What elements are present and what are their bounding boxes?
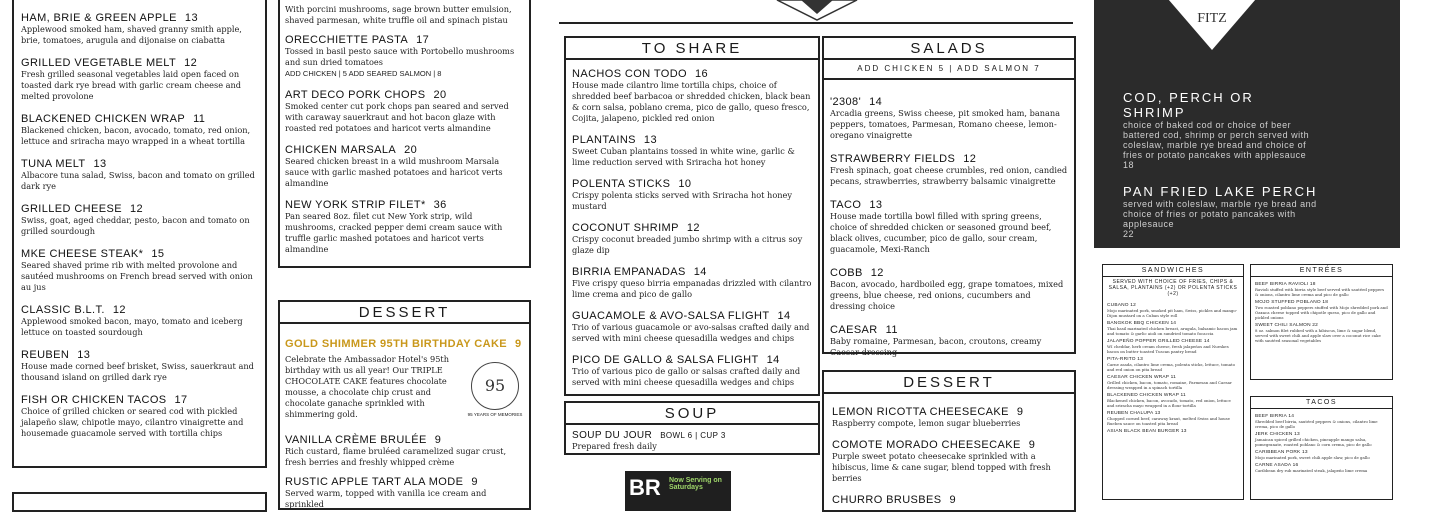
item-price: 14 [766,354,780,366]
empty-panel-bottom [12,492,267,512]
menu-item-name [830,153,1068,165]
item-title: CUBANO 12 [1107,303,1136,308]
sandwich-panel [12,0,267,468]
dessert-list-right [832,406,1066,506]
item-price: 14 [777,310,791,322]
item-price: 13 [869,199,883,211]
menu-item-desc: Bacon, avocado, hardboiled egg, grape tomatoes, mixed greens, blue cheese, red onions, cucumbers and dressing choice [830,279,1064,311]
item-price: 12 [963,153,977,165]
item-title: COCONUT SHRIMP [572,222,679,234]
menu-item [572,222,812,256]
menu-item-name [21,203,258,215]
item-title: PAN FRIED LAKE PERCH [1123,184,1318,199]
mini-sandwiches-title: SANDWICHES [1103,265,1243,277]
menu-item-name [285,34,524,46]
menu-item-desc: Chopped corned beef, caraway kraut, melted Swiss and house Rueben sauce on toasted pita bread [1107,416,1230,426]
menu-item-desc: Raspberry compote, lemon sugar blueberries [832,418,1021,428]
menu-item-desc: Purple sweet potato cheesecake sprinkled with a hibiscus, lime & cane sugar, blend topped with fresh berries [832,451,1051,483]
item-price: 14 [869,96,883,108]
menu-item-name [21,248,258,260]
menu-item-desc: Jamaican spiced grilled chicken, pineapple mango salsa, pomegranate, roasted poblano & corn crema, pico de gallo [1255,437,1372,447]
item-title: MOJO STUFFED POBLANO 18 [1255,300,1329,305]
menu-item [1255,282,1388,297]
mini-sandwiches-sub: SERVED WITH CHOICE OF FRIES, CHIPS & SALSA, PLANTAINS (+2) OR POLENTA STICKS (+2) [1108,279,1238,297]
item-price: 9 [1016,406,1024,418]
menu-item-desc: Shredded beef birria, sautéed peppers & onions, cilantro lime crema, pico de gallo [1255,419,1378,429]
menu-item [572,354,812,388]
menu-item [21,57,258,102]
item-price: 15 [151,248,165,260]
item-price: 13 [643,134,657,146]
menu-item-desc: Applewood smoked bacon, mayo, tomato and iceberg lettuce on toasted sourdough [21,316,243,337]
menu-item-desc: Trio of various pico de gallo or salsas crafted daily and served with mini cheese quesadilla wedges and chips [572,366,801,387]
item-title: PITA-RRITO 13 [1107,357,1144,362]
ad-logo: BR [629,475,661,500]
item-price: 9 [471,476,478,488]
menu-item [1123,184,1319,239]
item-title: BLACKENED CHICKEN WRAP 11 [1107,393,1186,398]
entree-list [285,34,524,255]
menu-item [832,406,1066,429]
menu-item-desc: Crispy coconut breaded jumbo shrimp with a citrus soy glaze dip [572,234,803,255]
menu-item [830,199,1068,255]
menu-item [1255,323,1388,343]
menu-item-name [830,267,1068,279]
menu-item-name [1123,90,1319,120]
item-price: 9 [949,494,957,506]
menu-item [832,439,1066,484]
item-price: 22 [1123,229,1135,239]
dessert-title-right: DESSERT [822,370,1076,394]
menu-item-desc: 8 oz. salmon filet rubbed with a hibiscus, lime & sugar blend, served with sweet chili and apple slaw over a coconut rice cake with sautéed seasonal vegetables [1255,328,1381,343]
menu-item [830,153,1068,187]
item-title: GUACAMOLE & AVO-SALSA FLIGHT [572,310,770,322]
dessert-panel-right [822,392,1076,512]
item-title: PLANTAINS [572,134,636,146]
item-price: 17 [416,34,430,46]
item-title: VANILLA CRÈME BRULÉE [285,434,427,446]
entree-panel [278,0,531,268]
svg-text:FITZ: FITZ [1197,11,1227,26]
menu-item [1107,411,1239,426]
menu-item [1107,339,1239,354]
item-title: '2308' [830,96,862,108]
menu-item-name [21,57,258,69]
menu-item-desc: Trio of various guacamole or avo-salsas crafted daily and served with mini cheese quesadilla wedges and chips [572,322,810,343]
menu-item [1255,450,1388,460]
menu-item-name [285,89,524,101]
menu-item [21,203,258,237]
item-price: 12 [686,222,700,234]
entree-top-desc: With porcini mushrooms, sage brown butter emulsion, shaved parmesan, white truffle oil and spinach pistau [285,4,512,25]
to-share-list [572,68,812,388]
menu-item-name [832,439,1066,451]
item-price: 20 [404,144,418,156]
item-title: NACHOS CON TODO [572,68,687,80]
item-title: CAESAR CHICKEN WRAP 11 [1107,375,1176,380]
brunch-ad [625,471,731,511]
menu-item [572,266,812,300]
menu-item [830,267,1068,312]
menu-item-desc: Carne asada, cilantro lime crema, polenta sticks, lettuce, tomato and red onion on pita bread [1107,362,1235,372]
menu-item-desc: Served warm, topped with vanilla ice cream and sprinkled [285,488,487,509]
menu-item-name [572,266,812,278]
soup-desc: Prepared fresh daily [572,441,657,451]
salads-list [830,96,1068,358]
sandwich-list [21,12,258,439]
item-price: 12 [129,203,144,215]
item-title: CARNE ASADA 16 [1255,463,1299,468]
menu-item-desc: Smoked center cut pork chops pan seared and served with caraway sauerkraut and hot bacon glaze with roasted red potatoes and haricot verts almandine [285,101,509,133]
menu-item-desc: Applewood smoked ham, shaved granny smith apple, brie, tomatoes, arugula and dijonaise on ciabatta [21,24,242,45]
item-title: COBB [830,267,863,279]
item-title: BLACKENED CHICKEN WRAP [21,113,186,125]
menu-item [1123,90,1319,170]
menu-item [572,68,812,124]
gold-cake-name: GOLD SHIMMER 95TH BIRTHDAY CAKE 9 [285,338,522,350]
item-title: TACO [830,199,862,211]
seal-text: 95 YEARS OF MEMORIES [467,412,523,417]
menu-item [830,324,1068,358]
menu-item-desc: Two roasted poblano peppers stuffed with Mojo shredded pork and Oaxaca cheese topped with chipotle queso, pico de gallo and pickled onions [1255,305,1388,320]
mini-entrees-title: ENTRÉES [1251,265,1392,277]
mini-tacos-title: TACOS [1251,397,1392,409]
logo-ornament [555,0,1077,26]
dessert-panel-left [278,300,531,510]
mini-tacos-panel [1250,396,1393,500]
menu-item [21,158,258,192]
item-price: 12 [184,57,198,69]
menu-item-desc: Blackened chicken, bacon, avocado, tomato, red onion, lettuce and sriracha mayo wrapped in a wheat tortilla [21,125,251,146]
salads-title: SALADS [822,36,1076,60]
menu-item-name [285,434,525,446]
menu-item-name [1107,429,1239,434]
ad-text: Now Serving on Saturdays [669,477,722,491]
mini-entrees-list [1251,277,1392,345]
item-title: GRILLED CHEESE [21,203,122,215]
menu-item-desc: choice of baked cod or choice of beer battered cod, shrimp or perch served with coleslaw, marble rye bread and choice of fries or potato pancakes with applesauce [1123,120,1310,160]
item-title: COMOTE MORADO CHEESECAKE [832,439,1021,451]
menu-item [1255,300,1388,320]
menu-item-desc: Choice of grilled chicken or seared cod with pickled jalapeño slaw, chipotle mayo, cilantro vinaigrette and housemade guacamole served with tortilla chips [21,406,244,438]
to-share-title: TO SHARE [564,36,820,60]
item-title: ORECCHIETTE PASTA [285,34,409,46]
seal-circle: 95 [471,362,519,410]
menu-item-name [21,158,258,170]
menu-item-desc: Ravioli stuffed with birria style beef served with sautéed peppers & onions, cilantro lime crema and pico de gallo [1255,287,1385,297]
menu-item-name [21,12,258,24]
menu-item-desc: House made corned beef brisket, Swiss, sauerkraut and thousand island on grilled dark rye [21,361,254,382]
menu-item [285,144,524,189]
item-title: BIRRIA EMPANADAS [572,266,686,278]
menu-item-desc: Rich custard, flame bruléed caramelized sugar crust, fresh berries and freshly whipped crème [285,446,507,467]
mini-sandwiches-list [1107,303,1239,434]
item-title: CHICKEN MARSALA [285,144,397,156]
menu-item-desc: Fresh grilled seasonal vegetables laid open faced on toasted dark rye bread with garlic cream cheese and melted provolone [21,69,242,101]
menu-item-name [832,406,1066,418]
menu-item-name [830,96,1068,108]
item-title: CLASSIC B.L.T. [21,304,105,316]
item-title: REUBEN [21,349,70,361]
menu-item-name [572,222,812,234]
item-title: CAESAR [830,324,878,336]
anniversary-seal [467,362,523,417]
menu-item [572,178,812,212]
menu-item-desc: Caribbean dry rub marinated steak, jalapeño lime crema [1255,468,1368,473]
item-title: NEW YORK STRIP FILET* [285,199,426,211]
menu-item-desc: House made cilantro lime tortilla chips, choice of shredded beef barbacoa or shredded chicken, black bean & corn salsa, poblano crema, pico de gallo, queso fresco, Cojita, jalapeno, pickled red onion [572,80,811,123]
menu-item-name [830,199,1068,211]
dessert-list-left [285,434,525,510]
menu-item-desc: Baby romaine, Parmesan, bacon, croutons, creamy Caesar dressing [830,336,1042,357]
menu-item [1255,463,1388,473]
menu-item-name [572,134,812,146]
friday-fish-panel [1094,0,1444,248]
menu-item [21,304,258,338]
item-title: RUSTIC APPLE TART ALA MODE [285,476,464,488]
menu-item [572,310,812,344]
item-title: STRAWBERRY FIELDS [830,153,956,165]
soup-title: SOUP [564,401,820,425]
menu-item-name [572,354,812,366]
menu-item [285,434,525,468]
menu-item-name [1123,184,1319,199]
item-title: GRILLED VEGETABLE MELT [21,57,177,69]
item-price: 13 [77,349,91,361]
menu-item [1107,321,1239,336]
mini-entrees-panel [1250,264,1393,380]
menu-item [572,134,812,168]
menu-item-desc: served with coleslaw, marble rye bread and choice of fries or potato pancakes with applesauce [1123,199,1317,229]
salads-panel [822,58,1076,357]
menu-item-name [572,68,812,80]
item-price: 17 [174,394,188,406]
gold-cake-desc: Celebrate the Ambassador Hotel's 95th birthday with us all year! Our TRIPLE CHOCOLATE CAKE features chocolate mousse, a chocolate chip crust and chocolate ganache sprinkled with shimmering gold. [285,354,449,419]
item-title: CHURRO BRUSBES [832,494,942,506]
menu-item-desc: Sweet Cuban plantains tossed in white wine, garlic & lime reduction served with Sriracha hot honey [572,146,795,167]
item-title: ASIAN BLACK BEAN BURGER 13 [1107,429,1187,434]
menu-item-desc: Seared chicken breast in a wild mushroom Marsala sauce with garlic mashed potatoes and haricot verts almandine [285,156,503,188]
item-price: 11 [885,324,898,336]
menu-item-desc: Tossed in basil pesto sauce with Portobello mushrooms and sun dried tomatoes [285,46,515,67]
to-share-panel [564,58,820,396]
item-title: FISH OR CHICKEN TACOS [21,394,167,406]
menu-item-desc: Mojo marinated pork, sweet chili apple slaw, pico de gallo [1255,455,1370,460]
item-title: LEMON RICOTTA CHEESECAKE [832,406,1009,418]
menu-item-desc: WI cheddar, herb cream cheese, fresh jalapeños and Nueskes bacon on butter toasted Tuscan pantry bread [1107,344,1229,354]
item-title: PICO DE GALLO & SALSA FLIGHT [572,354,759,366]
menu-item [21,349,258,383]
menu-item-desc: Thai basil marinated chicken breast, arugula, balsamic bacon jam and tomato & garlic aioli on sundried tomato focaccia [1107,326,1238,336]
item-title: MKE CHEESE STEAK* [21,248,144,260]
mini-sandwiches-panel [1102,264,1244,500]
menu-item [832,494,1066,506]
item-price: 14 [693,266,707,278]
menu-item-desc: Blackened chicken, bacon, avocado, tomato, red onion, lettuce and sriracha mayo wrapped in a flour tortilla [1107,398,1231,408]
menu-item-name [285,199,524,211]
menu-item [1107,429,1239,434]
menu-item [21,248,258,293]
menu-item [830,96,1068,141]
item-price: 10 [678,178,692,190]
menu-item [1107,357,1239,372]
menu-item-name [285,144,524,156]
menu-item-desc: Crispy polenta sticks served with Sriracha hot honey mustard [572,190,792,211]
mini-tacos-list [1251,409,1392,475]
item-price: 13 [93,158,107,170]
item-price: 18 [1123,160,1135,170]
menu-item-desc: Fresh spinach, goat cheese crumbles, red onion, candied pecans, strawberries, strawberry balsamic vinaigrette [830,165,1068,186]
menu-item-name [832,494,1066,506]
item-price: 11 [193,113,206,125]
salads-add-line: ADD CHICKEN 5 | ADD SALMON 7 [824,64,1074,80]
friday-fish-list [1123,90,1319,253]
menu-item-name [285,476,525,488]
menu-item [285,199,524,255]
menu-item-name [572,310,812,322]
friday-fish-vertical-title: IDAY FI [1400,8,1444,215]
menu-item [21,113,258,147]
item-price: 12 [870,267,884,279]
menu-item [21,394,258,439]
menu-item-desc: Mojo marinated pork, smoked pit ham, Swiss, pickles and mango-Dijon mustard on a Cuban style roll [1107,308,1238,318]
menu-item-name [21,304,258,316]
item-title: REUBEN CHALUPA 13 [1107,411,1161,416]
dessert-title-left: DESSERT [278,300,531,324]
menu-item-name [21,349,258,361]
menu-item-desc: Seared shaved prime rib with melted provolone and sautéed mushrooms on French bread served with onion au jus [21,260,253,292]
menu-item [285,476,525,510]
menu-item [1255,414,1388,429]
menu-item-name [830,324,1068,336]
item-price: 20 [433,89,447,101]
item-title: HAM, BRIE & GREEN APPLE [21,12,177,24]
menu-item [285,34,524,79]
item-title: COD, PERCH OR SHRIMP [1123,90,1254,120]
soup-panel [564,423,820,455]
item-title: TUNA MELT [21,158,86,170]
item-price: 16 [695,68,709,80]
item-title: BANGKOK BBQ CHICKEN 14 [1107,321,1177,326]
menu-item-desc: Swiss, goat, aged cheddar, pesto, bacon and tomato on grilled sourdough [21,215,250,236]
soup-name: SOUP DU JOUR BOWL 6 | CUP 3 [572,430,726,441]
menu-item [1107,303,1239,318]
item-price: 36 [433,199,447,211]
menu-item [21,12,258,46]
item-price: 13 [184,12,198,24]
item-title: SWEET CHILI SALMON 22 [1255,323,1319,328]
item-title: CARIBBEAN PORK 13 [1255,450,1308,455]
menu-item [1107,375,1239,390]
menu-item-desc: House made tortilla bowl filled with spring greens, choice of shredded chicken or seasoned ground beef, black olives, cucumber, pico de gallo, sour cream, guacamole, Mexi-Ranch [830,211,1052,254]
item-title: JALAPEÑO POPPER GRILLED CHEESE 14 [1107,339,1210,344]
menu-item [1255,432,1388,447]
item-title: POLENTA STICKS [572,178,671,190]
item-title: ART DECO PORK CHOPS [285,89,426,101]
item-title: BEEF BIRRIA RAVIOLI 18 [1255,282,1316,287]
item-price: 9 [434,434,442,446]
menu-item-desc: Arcadia greens, Swiss cheese, pit smoked ham, banana peppers, tomatoes, Parmesan, Romano cheese, lemon-oregano vinaigrette [830,108,1061,140]
menu-item-desc: Albacore tuna salad, Swiss, bacon and tomato on grilled dark rye [21,170,255,191]
menu-item-desc: Five crispy queso birria empanadas drizzled with cilantro lime crema and pico de gallo [572,278,812,299]
menu-item-desc: Grilled chicken, bacon, tomato, romaine, Parmesan and Caesar dressing wrapped in a spinach tortilla [1107,380,1232,390]
menu-item-name [21,113,258,125]
diamond-ornament-icon [777,0,857,22]
item-price: 9 [1028,439,1036,451]
item-title: BEEF BIRRIA 14 [1255,414,1295,419]
menu-item [1107,393,1239,408]
menu-item-extra: ADD CHICKEN | 5 ADD SEARED SALMON | 8 [285,69,442,78]
item-title: JERK CHICKEN 13 [1255,432,1300,437]
fitz-logo-icon [1160,0,1264,54]
menu-item [285,89,524,134]
item-price: 12 [112,304,126,316]
menu-item-desc: Pan seared 8oz. filet cut New York strip, wild mushrooms, cracked pepper demi cream sauce with truffle garlic mashed potatoes and haricot verts almandine [285,211,503,254]
menu-item-name [21,394,258,406]
menu-item-name [572,178,812,190]
